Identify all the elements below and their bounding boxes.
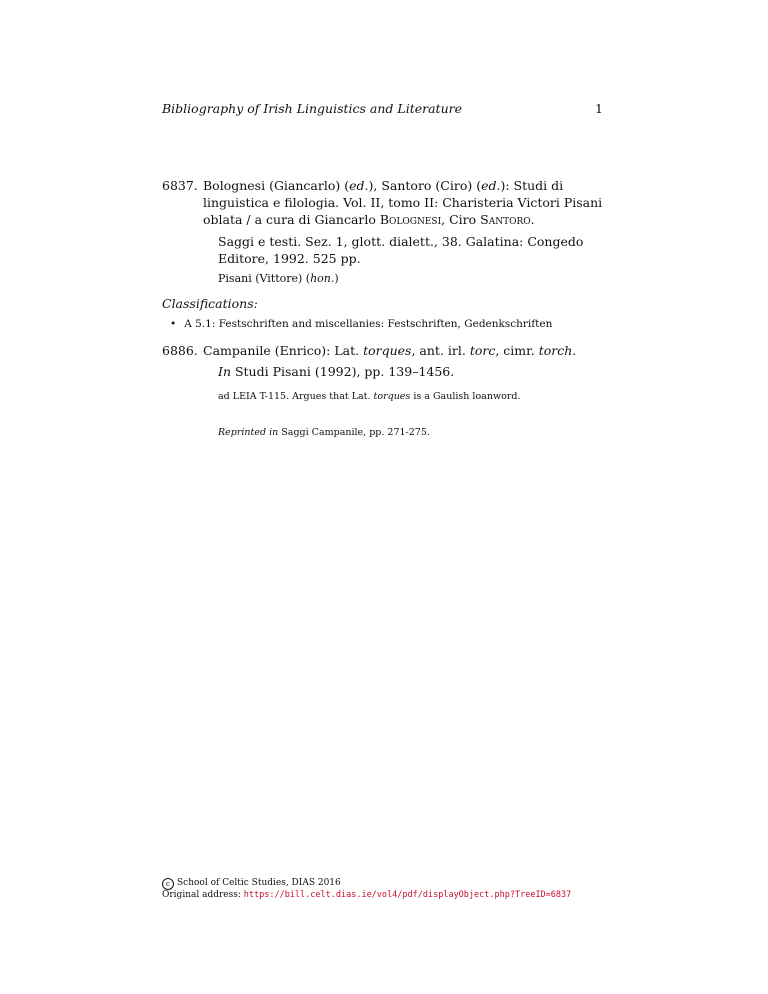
in-line: [218, 363, 608, 380]
series-info: Saggi e testi. Sez. 1, glott. dialett., 38. Galatina: Congedo Editore, 1992. 525 pp.: [218, 234, 584, 266]
entry-note: [218, 391, 520, 402]
reprint-label: Reprinted in: [218, 427, 279, 438]
editor-role: ed.: [349, 178, 369, 193]
irish-word: torc: [469, 343, 496, 358]
address-label: Original address:: [162, 890, 244, 900]
entry-title-part: Bolognesi (Giancarlo) (: [203, 178, 350, 193]
entry-title-part: , Ciro: [441, 212, 481, 227]
welsh-word: torch: [538, 343, 573, 358]
editor-name: Santoro: [480, 212, 531, 227]
classification-item: [170, 318, 552, 330]
honoree-line: [218, 270, 608, 287]
address-line: [162, 890, 571, 901]
entry-title-part: , ant. irl.: [411, 343, 470, 358]
note-text: is a Gaulish loanword.: [410, 391, 521, 402]
bibliography-entry: [162, 177, 608, 287]
entry-title-part: ), Santoro (Ciro) (: [368, 178, 482, 193]
copyright-line: [162, 878, 571, 890]
entry-title-part: ): Studi di linguistica e filologia. Vol. II, tomo II: Charisteria Victori Pisani oblata / a cura di Giancarlo: [203, 178, 603, 227]
classification-text: A 5.1: Festschriften and miscellanies: Festschriften, Gedenkschriften: [184, 318, 553, 330]
classifications-title: Classifications:: [162, 296, 258, 311]
copyright-text: School of Celtic Studies, DIAS 2016: [177, 878, 341, 888]
entry-number: 6886.: [162, 343, 198, 358]
entry-number: 6837.: [162, 178, 198, 193]
page-number: 1: [595, 101, 603, 116]
address-link[interactable]: https://bill.celt.dias.ie/vol4/pdf/displayObject.php?TreeID=6837: [243, 890, 572, 900]
honoree-end: ): [334, 272, 339, 285]
running-header: [162, 101, 603, 116]
entry-title-part: .: [572, 343, 577, 358]
honoree-label: hon.: [310, 272, 335, 285]
note-latin-word: torques: [373, 391, 411, 402]
reprint-text: Saggi Campanile, pp. 271-275.: [278, 427, 430, 438]
editor-role: ed.: [481, 178, 501, 193]
honoree-name: Pisani (Vittore) (: [218, 272, 311, 285]
editor-name: Bolognesi: [379, 212, 442, 227]
entry-title: [203, 342, 608, 359]
in-text: Studi Pisani (1992), pp. 139–1456.: [231, 364, 455, 379]
reprint-note: [218, 427, 430, 438]
bullet-icon: •: [170, 318, 177, 330]
copyright-icon: c: [162, 878, 174, 890]
running-title: Bibliography of Irish Linguistics and Literature: [162, 101, 462, 116]
bibliography-entry: [162, 342, 608, 380]
entry-title-part: , cimr.: [495, 343, 539, 358]
in-label: In: [218, 364, 231, 379]
entry-title-part: Campanile (Enrico): Lat.: [203, 343, 364, 358]
latin-word: torques: [363, 343, 412, 358]
entry-title: [203, 177, 608, 228]
entry-title-part: .: [530, 212, 535, 227]
note-text: ad LEIA T-115. Argues that Lat.: [218, 391, 374, 402]
page-footer: [162, 878, 571, 901]
